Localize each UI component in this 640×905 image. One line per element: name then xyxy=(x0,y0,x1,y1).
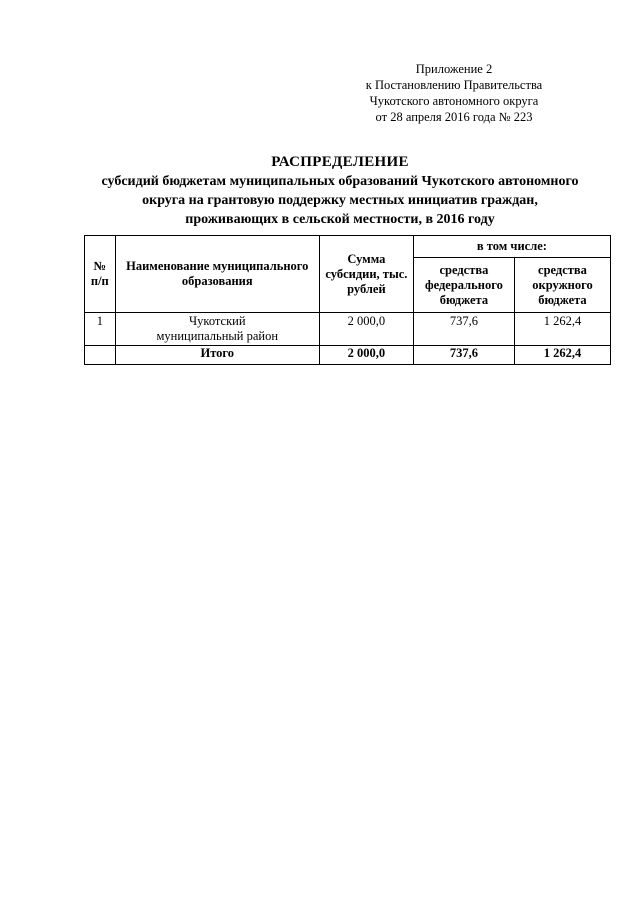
total-sum: 2 000,0 xyxy=(319,346,413,365)
row-sum: 2 000,0 xyxy=(319,313,413,346)
row-federal: 737,6 xyxy=(413,313,514,346)
header-federal: средства федерального бюджета xyxy=(413,258,514,313)
table-row xyxy=(85,313,611,346)
header-name: Наименование муниципального образования xyxy=(115,236,319,313)
row-name xyxy=(115,313,319,346)
header-including: в том числе: xyxy=(413,236,610,258)
total-num xyxy=(85,346,116,365)
row-district: 1 262,4 xyxy=(514,313,610,346)
document-title xyxy=(70,153,610,229)
header-district: средства окружного бюджета xyxy=(514,258,610,313)
row-name-line-1: Чукотский xyxy=(189,314,246,328)
total-label: Итого xyxy=(115,346,319,365)
title-main: РАСПРЕДЕЛЕНИЕ xyxy=(271,154,409,170)
header-num: № п/п xyxy=(85,236,116,313)
appendix-region: Чукотского автономного округа xyxy=(369,94,539,108)
row-num: 1 xyxy=(85,313,116,346)
table-total-row xyxy=(85,346,611,365)
total-federal: 737,6 xyxy=(413,346,514,365)
header-sum: Сумма субсидии, тыс. рублей xyxy=(319,236,413,313)
distribution-table xyxy=(84,235,611,365)
total-district: 1 262,4 xyxy=(514,346,610,365)
row-name-line-2: муниципальный район xyxy=(156,329,279,343)
appendix-date-number: от 28 апреля 2016 года № 223 xyxy=(375,110,533,124)
appendix-header xyxy=(348,61,560,125)
appendix-decree: к Постановлению Правительства xyxy=(365,78,543,92)
title-line-2: округа на грантовую поддержку местных инициатив граждан, xyxy=(142,193,538,208)
appendix-number: Приложение 2 xyxy=(415,62,493,76)
title-line-3: проживающих в сельской местности, в 2016 году xyxy=(185,212,495,227)
title-line-1: субсидий бюджетам муниципальных образований Чукотского автономного xyxy=(101,174,579,189)
